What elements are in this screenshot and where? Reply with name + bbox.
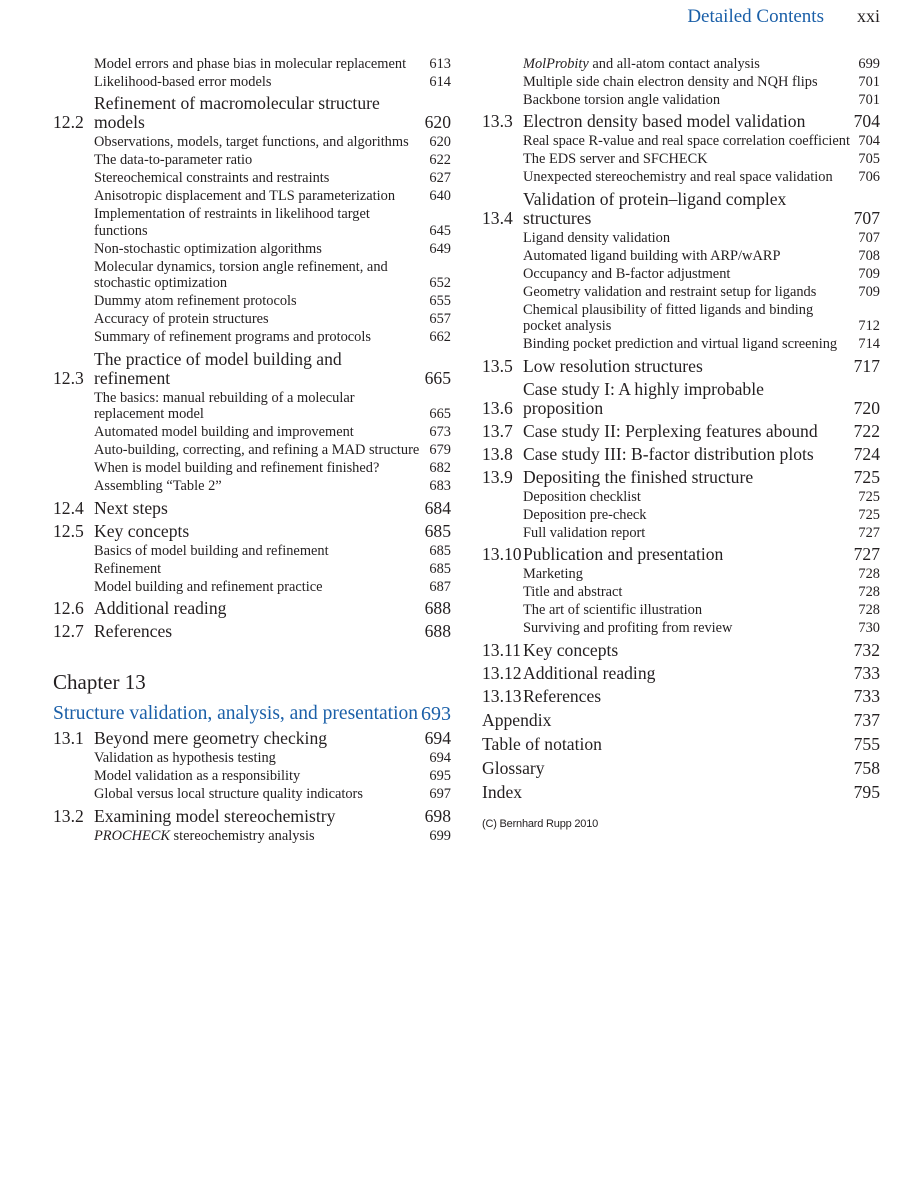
toc-subsection-entry[interactable] xyxy=(482,151,880,168)
entry-page: 694 xyxy=(429,750,451,766)
entry-page: 685 xyxy=(424,520,451,541)
entry-title-italic: MolProbity xyxy=(523,55,589,72)
entry-title: Depositing the finished structure xyxy=(523,466,754,487)
section-number: 13.4 xyxy=(482,207,513,228)
section-number: 13.8 xyxy=(482,443,513,464)
copyright-notice: (C) Bernhard Rupp 2010 xyxy=(482,817,599,830)
chapter-title-entry[interactable] xyxy=(53,703,451,725)
toc-subsection-entry[interactable] xyxy=(53,442,451,459)
toc-section-entry[interactable] xyxy=(482,357,880,376)
toc-subsection-entry[interactable] xyxy=(482,92,880,109)
toc-subsection-entry[interactable] xyxy=(482,620,880,637)
entry-page: 699 xyxy=(858,55,880,72)
entry-title: Model validation as a responsibility xyxy=(94,768,301,784)
entry-title-italic: PROCHECK xyxy=(94,827,170,844)
entry-title: Binding pocket prediction and virtual ligand screening xyxy=(523,336,838,352)
entry-page: 620 xyxy=(424,112,451,132)
entry-title: The data-to-parameter ratio xyxy=(94,152,253,168)
toc-subsection-entry[interactable] xyxy=(482,266,880,283)
entry-page: 662 xyxy=(429,329,451,345)
entry-title: Chemical plausibility of fitted ligands and binding pocket analysis xyxy=(523,301,814,334)
entry-page: 620 xyxy=(429,134,451,150)
entry-page: 695 xyxy=(429,768,451,784)
entry-page: 722 xyxy=(853,420,880,441)
toc-section-entry[interactable] xyxy=(53,729,451,748)
entry-title: Auto-building, correcting, and refining a MAD structure xyxy=(94,442,420,458)
entry-title: Backbone torsion angle validation xyxy=(523,91,721,108)
entry-page: 645 xyxy=(429,222,451,239)
toc-subsection-entry[interactable] xyxy=(53,259,451,292)
toc-section-entry[interactable] xyxy=(482,468,880,487)
toc-section-entry[interactable] xyxy=(53,499,451,518)
entry-title: Marketing xyxy=(523,566,583,582)
toc-section-entry[interactable] xyxy=(482,545,880,564)
toc-subsection-entry[interactable] xyxy=(482,169,880,186)
entry-page: 705 xyxy=(858,151,880,167)
entry-page: 652 xyxy=(429,275,451,291)
entry-title: Key concepts xyxy=(523,639,619,660)
toc-subsection-entry[interactable] xyxy=(53,750,451,767)
entry-page: 622 xyxy=(429,152,451,168)
running-header xyxy=(687,6,880,28)
entry-title: MolProbity and all-atom contact analysis xyxy=(523,55,760,72)
entry-title: Model building and refinement practice xyxy=(94,578,323,595)
entry-title: Full validation report xyxy=(523,524,646,541)
entry-title: Appendix xyxy=(482,709,552,730)
entry-page: 707 xyxy=(858,229,880,246)
toc-list-chapter-13 xyxy=(53,729,451,844)
section-number: 13.2 xyxy=(53,805,84,826)
entry-page: 725 xyxy=(853,466,880,487)
toc-subsection-entry[interactable] xyxy=(482,525,880,542)
entry-page: 758 xyxy=(853,757,880,778)
entry-title: The EDS server and SFCHECK xyxy=(523,151,708,167)
toc-section-entry[interactable] xyxy=(53,807,451,826)
entry-title: Refinement xyxy=(94,560,162,577)
toc-subsection-entry[interactable] xyxy=(53,424,451,441)
toc-subsection-entry[interactable] xyxy=(482,74,880,91)
entry-title: Table of notation xyxy=(482,733,602,754)
section-number: 13.13 xyxy=(482,685,522,706)
toc-section-entry[interactable] xyxy=(482,422,880,441)
entry-page: 614 xyxy=(429,73,451,90)
toc-subsection-entry[interactable] xyxy=(482,284,880,301)
entry-page: 795 xyxy=(853,781,880,802)
entry-title: References xyxy=(523,685,602,706)
section-number: 12.4 xyxy=(53,497,84,518)
toc-subsection-entry[interactable] xyxy=(53,170,451,187)
entry-page: 613 xyxy=(429,55,451,72)
toc-subsection-entry[interactable] xyxy=(53,206,451,239)
entry-page: 682 xyxy=(429,460,451,476)
entry-page: 687 xyxy=(429,578,451,595)
entry-page: 728 xyxy=(858,584,880,600)
toc-subsection-entry[interactable] xyxy=(53,56,451,73)
entry-page: 694 xyxy=(424,728,451,748)
section-number: 12.6 xyxy=(53,598,84,618)
entry-title: Validation as hypothesis testing xyxy=(94,750,276,766)
entry-title: Unexpected stereochemistry and real space validation xyxy=(523,169,833,185)
entry-page: 679 xyxy=(429,442,451,458)
entry-title: Multiple side chain electron density and NQH flips xyxy=(523,73,818,90)
section-number: 13.5 xyxy=(482,355,513,376)
entry-title: Summary of refinement programs and protocols xyxy=(94,329,371,345)
entry-title: Low resolution structures xyxy=(523,355,703,376)
toc-section-entry[interactable] xyxy=(53,599,451,618)
toc-section-entry[interactable] xyxy=(482,380,880,418)
entry-title: Observations, models, target functions, and algorithms xyxy=(94,134,409,150)
entry-page: 730 xyxy=(858,620,880,636)
section-number: 13.3 xyxy=(482,111,513,131)
toc-subsection-entry[interactable] xyxy=(482,489,880,506)
toc-section-entry[interactable] xyxy=(482,445,880,464)
toc-subsection-entry[interactable] xyxy=(482,56,880,73)
toc-subsection-entry[interactable] xyxy=(53,74,451,91)
entry-title: Deposition pre-check xyxy=(523,506,647,523)
entry-page: 717 xyxy=(853,355,880,376)
header-page-number: xxi xyxy=(856,6,880,26)
toc-subsection-entry[interactable] xyxy=(53,786,451,803)
entry-title: Case study III: B-factor distribution plots xyxy=(523,443,814,464)
toc-subsection-entry[interactable] xyxy=(53,152,451,169)
entry-title: The art of scientific illustration xyxy=(523,602,703,618)
entry-title: Electron density based model validation xyxy=(523,111,806,131)
toc-subsection-entry[interactable] xyxy=(53,579,451,596)
entry-page: 707 xyxy=(853,207,880,228)
entry-title: Additional reading xyxy=(523,662,656,683)
section-number: 13.11 xyxy=(482,639,521,660)
entry-title: Ligand density validation xyxy=(523,229,671,246)
entry-title: Likelihood-based error models xyxy=(94,73,272,90)
entry-page: 688 xyxy=(424,598,451,618)
toc-section-entry[interactable] xyxy=(482,641,880,660)
toc-backmatter-entry[interactable] xyxy=(482,783,880,802)
entry-page: 665 xyxy=(424,367,451,388)
entry-page: 706 xyxy=(858,169,880,185)
chapter-page: 693 xyxy=(421,703,451,725)
toc-subsection-entry[interactable] xyxy=(53,561,451,578)
entry-title: The basics: manual rebuilding of a molecular replacement model xyxy=(94,389,355,422)
left-column xyxy=(53,54,451,844)
toc-section-entry[interactable] xyxy=(53,622,451,641)
toc-subsection-entry[interactable] xyxy=(53,241,451,258)
entry-title: The practice of model building and refinement xyxy=(94,348,342,388)
entry-title: Validation of protein–ligand complex structures xyxy=(523,188,787,228)
entry-page: 697 xyxy=(429,786,451,802)
entry-title: Assembling “Table 2” xyxy=(94,478,222,494)
entry-title: Accuracy of protein structures xyxy=(94,311,269,327)
entry-page: 685 xyxy=(429,560,451,577)
entry-page: 649 xyxy=(429,240,451,257)
entry-title: Non-stochastic optimization algorithms xyxy=(94,240,322,257)
toc-section-entry[interactable] xyxy=(53,522,451,541)
toc-subsection-entry[interactable] xyxy=(482,507,880,524)
toc-section-entry[interactable] xyxy=(482,112,880,131)
toc-section-entry[interactable] xyxy=(482,190,880,228)
toc-backmatter-entry[interactable] xyxy=(482,735,880,754)
toc-backmatter-entry[interactable] xyxy=(482,711,880,730)
toc-subsection-entry[interactable] xyxy=(482,336,880,353)
entry-title: Automated ligand building with ARP/wARP xyxy=(523,247,781,264)
toc-subsection-entry[interactable] xyxy=(482,602,880,619)
entry-title: Geometry validation and restraint setup for ligands xyxy=(523,283,817,300)
section-number: 12.5 xyxy=(53,520,84,541)
entry-title: Glossary xyxy=(482,757,545,778)
section-number: 12.2 xyxy=(53,112,84,132)
header-title: Detailed Contents xyxy=(687,6,824,27)
toc-subsection-entry[interactable] xyxy=(53,543,451,560)
entry-title: Index xyxy=(482,781,523,802)
toc-subsection-entry[interactable] xyxy=(482,248,880,265)
section-number: 12.3 xyxy=(53,367,84,388)
toc-section-entry[interactable] xyxy=(53,350,451,388)
entry-title: Implementation of restraints in likelihood target functions xyxy=(94,206,370,239)
entry-page: 683 xyxy=(429,478,451,494)
entry-page: 704 xyxy=(858,133,880,149)
entry-page: 684 xyxy=(424,497,451,518)
entry-title: Stereochemical constraints and restraints xyxy=(94,170,330,186)
entry-page: 733 xyxy=(853,662,880,683)
toc-section-entry[interactable] xyxy=(482,687,880,706)
toc-subsection-entry[interactable] xyxy=(53,293,451,310)
chapter-label: Chapter 13 xyxy=(53,670,146,694)
entry-title: Deposition checklist xyxy=(523,488,641,505)
section-number: 13.1 xyxy=(53,728,84,748)
entry-title: Model errors and phase bias in molecular replacement xyxy=(94,55,407,72)
section-number: 13.10 xyxy=(482,544,522,564)
entry-title: Case study II: Perplexing features abound xyxy=(523,420,818,441)
entry-title: Dummy atom refinement protocols xyxy=(94,293,297,309)
toc-section-entry[interactable] xyxy=(482,664,880,683)
entry-page: 737 xyxy=(853,709,880,730)
toc-subsection-entry[interactable] xyxy=(53,188,451,205)
entry-page: 714 xyxy=(858,336,880,352)
toc-subsection-entry[interactable] xyxy=(53,134,451,151)
entry-page: 728 xyxy=(858,566,880,582)
toc-subsection-entry[interactable] xyxy=(53,828,451,845)
entry-page: 755 xyxy=(853,733,880,754)
entry-page: 725 xyxy=(858,506,880,523)
toc-subsection-entry[interactable] xyxy=(482,566,880,583)
section-number: 13.12 xyxy=(482,662,522,683)
entry-page: 655 xyxy=(429,293,451,309)
entry-page: 733 xyxy=(853,685,880,706)
entry-page: 720 xyxy=(853,397,880,418)
entry-page: 640 xyxy=(429,188,451,204)
toc-subsection-entry[interactable] xyxy=(482,133,880,150)
entry-title: Real space R-value and real space correlation coefficient xyxy=(523,133,850,149)
entry-title: Anisotropic displacement and TLS parameterization xyxy=(94,188,396,204)
entry-title: Publication and presentation xyxy=(523,544,724,564)
entry-title: Case study I: A highly improbable proposition xyxy=(523,378,764,418)
right-column xyxy=(482,54,880,830)
section-number: 12.7 xyxy=(53,621,84,641)
entry-page: 712 xyxy=(858,318,880,334)
entry-page: 701 xyxy=(858,73,880,90)
toc-subsection-entry[interactable] xyxy=(482,584,880,601)
entry-page: 685 xyxy=(429,542,451,559)
entry-page: 627 xyxy=(429,170,451,186)
entry-page: 657 xyxy=(429,311,451,327)
entry-page: 727 xyxy=(858,524,880,541)
entry-title: Basics of model building and refinement xyxy=(94,542,329,559)
toc-subsection-entry[interactable] xyxy=(53,768,451,785)
entry-title: Examining model stereochemistry xyxy=(94,805,336,826)
toc-subsection-entry[interactable] xyxy=(482,302,880,335)
entry-page: 725 xyxy=(858,488,880,505)
entry-title: Additional reading xyxy=(94,598,227,618)
toc-subsection-entry[interactable] xyxy=(53,311,451,328)
entry-page: 699 xyxy=(429,827,451,844)
chapter-title: Structure validation, analysis, and presentation xyxy=(53,703,418,724)
entry-page: 708 xyxy=(858,247,880,264)
entry-page: 727 xyxy=(853,544,880,564)
entry-title: Beyond mere geometry checking xyxy=(94,728,328,748)
section-number: 13.7 xyxy=(482,420,513,441)
entry-title: Global versus local structure quality indicators xyxy=(94,786,363,802)
entry-title: References xyxy=(94,621,173,641)
entry-page: 732 xyxy=(853,639,880,660)
toc-list-chapter-13-continued xyxy=(482,56,880,802)
entry-title: Refinement of macromolecular structure models xyxy=(94,93,380,132)
entry-title: Occupancy and B-factor adjustment xyxy=(523,265,731,282)
entry-page: 709 xyxy=(858,283,880,300)
toc-list-chapter-12 xyxy=(53,56,451,642)
toc-subsection-entry[interactable] xyxy=(53,478,451,495)
toc-subsection-entry[interactable] xyxy=(482,230,880,247)
entry-title: Molecular dynamics, torsion angle refinement, and stochastic optimization xyxy=(94,258,388,291)
entry-title: Key concepts xyxy=(94,520,190,541)
entry-page: 728 xyxy=(858,602,880,618)
entry-page: 665 xyxy=(429,406,451,422)
entry-page: 701 xyxy=(858,91,880,108)
entry-page: 724 xyxy=(853,443,880,464)
entry-page: 688 xyxy=(424,621,451,641)
toc-subsection-entry[interactable] xyxy=(53,390,451,423)
entry-title: Next steps xyxy=(94,497,168,518)
section-number: 13.6 xyxy=(482,397,513,418)
entry-title: Surviving and profiting from review xyxy=(523,620,733,636)
entry-page: 709 xyxy=(858,265,880,282)
entry-title: Title and abstract xyxy=(523,584,623,600)
toc-subsection-entry[interactable] xyxy=(53,460,451,477)
entry-title: Automated model building and improvement xyxy=(94,424,354,440)
toc-backmatter-entry[interactable] xyxy=(482,759,880,778)
entry-page: 698 xyxy=(424,805,451,826)
entry-title: When is model building and refinement finished? xyxy=(94,460,380,476)
entry-page: 673 xyxy=(429,424,451,440)
entry-title: PROCHECK stereochemistry analysis xyxy=(94,827,315,844)
section-number: 13.9 xyxy=(482,466,513,487)
entry-page: 704 xyxy=(853,111,880,131)
toc-section-entry[interactable] xyxy=(53,94,451,132)
toc-subsection-entry[interactable] xyxy=(53,329,451,346)
